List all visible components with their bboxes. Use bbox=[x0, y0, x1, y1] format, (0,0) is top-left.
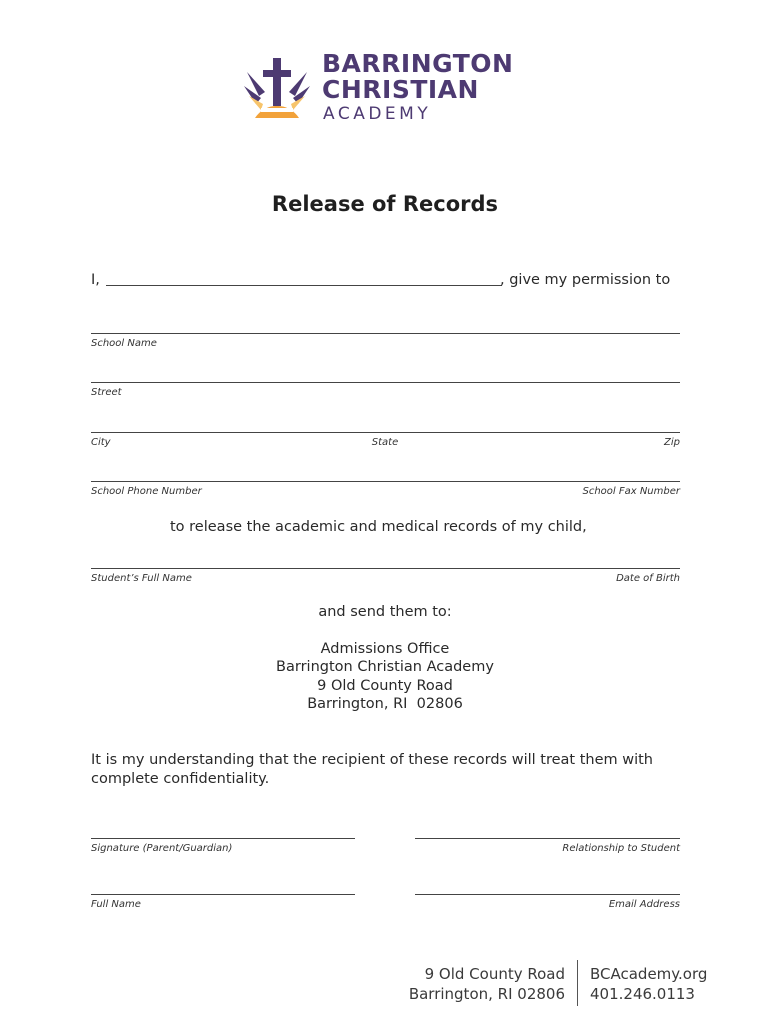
address-line: Barrington, RI 02806 bbox=[307, 696, 463, 712]
zip-label: Zip bbox=[664, 437, 680, 448]
signature-label: Signature (Parent/Guardian) bbox=[91, 843, 233, 854]
logo-text-line2: CHRISTIAN bbox=[322, 75, 479, 104]
full-name-label: Full Name bbox=[91, 899, 141, 910]
email-label: Email Address bbox=[608, 899, 680, 910]
school-fax-label: School Fax Number bbox=[582, 486, 680, 497]
send-to-lead: and send them to: bbox=[318, 604, 452, 620]
full-name-field[interactable] bbox=[91, 894, 355, 895]
logo-text-line1: BARRINGTON bbox=[322, 49, 514, 78]
student-name-dob-field[interactable] bbox=[91, 568, 680, 569]
state-label: State bbox=[371, 437, 399, 448]
address-line: Barrington Christian Academy bbox=[276, 659, 494, 675]
student-name-label: Student’s Full Name bbox=[91, 573, 192, 584]
city-state-zip-field[interactable] bbox=[91, 432, 680, 433]
relationship-field[interactable] bbox=[415, 838, 680, 839]
footer-phone: 401.246.0113 bbox=[590, 985, 695, 1003]
footer-address-line2: Barrington, RI 02806 bbox=[408, 985, 565, 1003]
school-name-field[interactable] bbox=[91, 333, 680, 334]
footer-divider bbox=[577, 960, 578, 1006]
confidentiality-text: It is my understanding that the recipient of these records will treat them with complete confidentiality. bbox=[91, 752, 653, 787]
intro-prefix: I, bbox=[91, 272, 100, 288]
dob-label: Date of Birth bbox=[616, 573, 680, 584]
cross-sunburst-icon bbox=[241, 56, 313, 122]
footer-address-line1: 9 Old County Road bbox=[424, 965, 565, 983]
school-logo bbox=[241, 56, 313, 122]
school-phone-label: School Phone Number bbox=[91, 486, 202, 497]
street-label: Street bbox=[91, 387, 122, 398]
logo-text-line3: ACADEMY bbox=[323, 104, 432, 124]
parent-name-field[interactable] bbox=[106, 285, 502, 286]
release-text: to release the academic and medical records of my child, bbox=[170, 519, 587, 535]
street-field[interactable] bbox=[91, 382, 680, 383]
address-line: 9 Old County Road bbox=[317, 678, 453, 694]
school-name-label: School Name bbox=[91, 338, 157, 349]
signature-field[interactable] bbox=[91, 838, 355, 839]
relationship-label: Relationship to Student bbox=[562, 843, 680, 854]
email-field[interactable] bbox=[415, 894, 680, 895]
footer-website[interactable]: BCAcademy.org bbox=[590, 965, 708, 983]
intro-suffix: , give my permission to bbox=[500, 272, 671, 288]
address-line: Admissions Office bbox=[320, 641, 450, 657]
page-title: Release of Records bbox=[271, 192, 499, 216]
phone-fax-field[interactable] bbox=[91, 481, 680, 482]
city-label: City bbox=[91, 437, 111, 448]
